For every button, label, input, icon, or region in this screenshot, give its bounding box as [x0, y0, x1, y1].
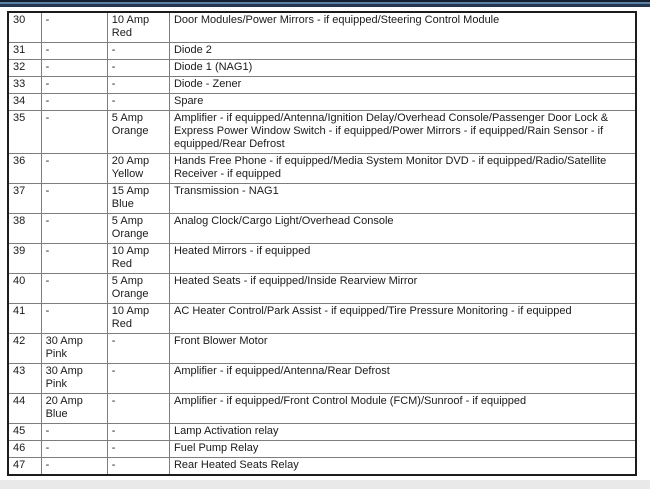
mini-fuse-cell: - — [107, 77, 169, 94]
cartridge-fuse-cell: - — [41, 458, 107, 476]
table-row — [8, 244, 636, 274]
fuse-table-body — [8, 12, 636, 475]
fuse-number-cell: 34 — [8, 94, 41, 111]
table-row — [8, 43, 636, 60]
table-row — [8, 77, 636, 94]
table-row — [8, 304, 636, 334]
table-row — [8, 394, 636, 424]
cartridge-fuse-cell: - — [41, 12, 107, 43]
table-row — [8, 12, 636, 43]
cartridge-fuse-cell: - — [41, 43, 107, 60]
mini-fuse-cell: 20 Amp Yellow — [107, 154, 169, 184]
fuse-number-cell: 37 — [8, 184, 41, 214]
mini-fuse-cell: - — [107, 43, 169, 60]
mini-fuse-cell: 10 Amp Red — [107, 12, 169, 43]
table-row — [8, 154, 636, 184]
cartridge-fuse-cell: - — [41, 154, 107, 184]
description-cell: Fuel Pump Relay — [169, 441, 636, 458]
mini-fuse-cell: - — [107, 94, 169, 111]
table-row — [8, 364, 636, 394]
mini-fuse-cell: - — [107, 394, 169, 424]
cartridge-fuse-cell: - — [41, 244, 107, 274]
table-row — [8, 184, 636, 214]
description-cell: Spare — [169, 94, 636, 111]
page-bottom-strip — [0, 480, 650, 489]
fuse-number-cell: 44 — [8, 394, 41, 424]
cartridge-fuse-cell: - — [41, 274, 107, 304]
cartridge-fuse-cell: - — [41, 304, 107, 334]
cartridge-fuse-cell: - — [41, 214, 107, 244]
mini-fuse-cell: - — [107, 424, 169, 441]
description-cell: AC Heater Control/Park Assist - if equipped/Tire Pressure Monitoring - if equipped — [169, 304, 636, 334]
cartridge-fuse-cell: 30 Amp Pink — [41, 334, 107, 364]
fuse-number-cell: 40 — [8, 274, 41, 304]
table-row — [8, 441, 636, 458]
mini-fuse-cell: - — [107, 334, 169, 364]
table-row — [8, 458, 636, 476]
cartridge-fuse-cell: - — [41, 94, 107, 111]
description-cell: Analog Clock/Cargo Light/Overhead Console — [169, 214, 636, 244]
description-cell: Amplifier - if equipped/Antenna/Rear Defrost — [169, 364, 636, 394]
description-cell: Rear Heated Seats Relay — [169, 458, 636, 476]
fuse-number-cell: 30 — [8, 12, 41, 43]
mini-fuse-cell: 15 Amp Blue — [107, 184, 169, 214]
mini-fuse-cell: 5 Amp Orange — [107, 274, 169, 304]
mini-fuse-cell: - — [107, 60, 169, 77]
description-cell: Heated Seats - if equipped/Inside Rearview Mirror — [169, 274, 636, 304]
fuse-number-cell: 33 — [8, 77, 41, 94]
description-cell: Heated Mirrors - if equipped — [169, 244, 636, 274]
cartridge-fuse-cell: 20 Amp Blue — [41, 394, 107, 424]
cartridge-fuse-cell: - — [41, 77, 107, 94]
description-cell: Amplifier - if equipped/Front Control Module (FCM)/Sunroof - if equipped — [169, 394, 636, 424]
mini-fuse-cell: 10 Amp Red — [107, 304, 169, 334]
mini-fuse-cell: - — [107, 364, 169, 394]
table-row — [8, 214, 636, 244]
fuse-number-cell: 38 — [8, 214, 41, 244]
mini-fuse-cell: - — [107, 441, 169, 458]
fuse-number-cell: 46 — [8, 441, 41, 458]
cartridge-fuse-cell: - — [41, 424, 107, 441]
description-cell: Door Modules/Power Mirrors - if equipped/Steering Control Module — [169, 12, 636, 43]
cartridge-fuse-cell: 30 Amp Pink — [41, 364, 107, 394]
description-cell: Diode 2 — [169, 43, 636, 60]
fuse-number-cell: 32 — [8, 60, 41, 77]
fuse-number-cell: 42 — [8, 334, 41, 364]
mini-fuse-cell: 10 Amp Red — [107, 244, 169, 274]
cartridge-fuse-cell: - — [41, 60, 107, 77]
mini-fuse-cell: 5 Amp Orange — [107, 111, 169, 154]
fuse-number-cell: 35 — [8, 111, 41, 154]
mini-fuse-cell: - — [107, 458, 169, 476]
table-row — [8, 334, 636, 364]
fuse-number-cell: 41 — [8, 304, 41, 334]
table-row — [8, 60, 636, 77]
description-cell: Diode 1 (NAG1) — [169, 60, 636, 77]
fuse-number-cell: 45 — [8, 424, 41, 441]
fuse-table — [7, 11, 637, 476]
cartridge-fuse-cell: - — [41, 111, 107, 154]
description-cell: Amplifier - if equipped/Antenna/Ignition Delay/Overhead Console/Passenger Door Lock & Express Power Window Switch - if equipped/Power Mirrors - if equipped/Rain Sensor - if equipped/Rear Defrost — [169, 111, 636, 154]
fuse-number-cell: 43 — [8, 364, 41, 394]
description-cell: Hands Free Phone - if equipped/Media System Monitor DVD - if equipped/Radio/Satellite Receiver - if equipped — [169, 154, 636, 184]
fuse-number-cell: 47 — [8, 458, 41, 476]
cartridge-fuse-cell: - — [41, 441, 107, 458]
fuse-number-cell: 31 — [8, 43, 41, 60]
window-top-bar — [0, 0, 650, 7]
description-cell: Lamp Activation relay — [169, 424, 636, 441]
fuse-number-cell: 39 — [8, 244, 41, 274]
description-cell: Front Blower Motor — [169, 334, 636, 364]
cartridge-fuse-cell: - — [41, 184, 107, 214]
description-cell: Transmission - NAG1 — [169, 184, 636, 214]
table-row — [8, 94, 636, 111]
mini-fuse-cell: 5 Amp Orange — [107, 214, 169, 244]
description-cell: Diode - Zener — [169, 77, 636, 94]
table-row — [8, 424, 636, 441]
fuse-number-cell: 36 — [8, 154, 41, 184]
table-row — [8, 111, 636, 154]
table-row — [8, 274, 636, 304]
